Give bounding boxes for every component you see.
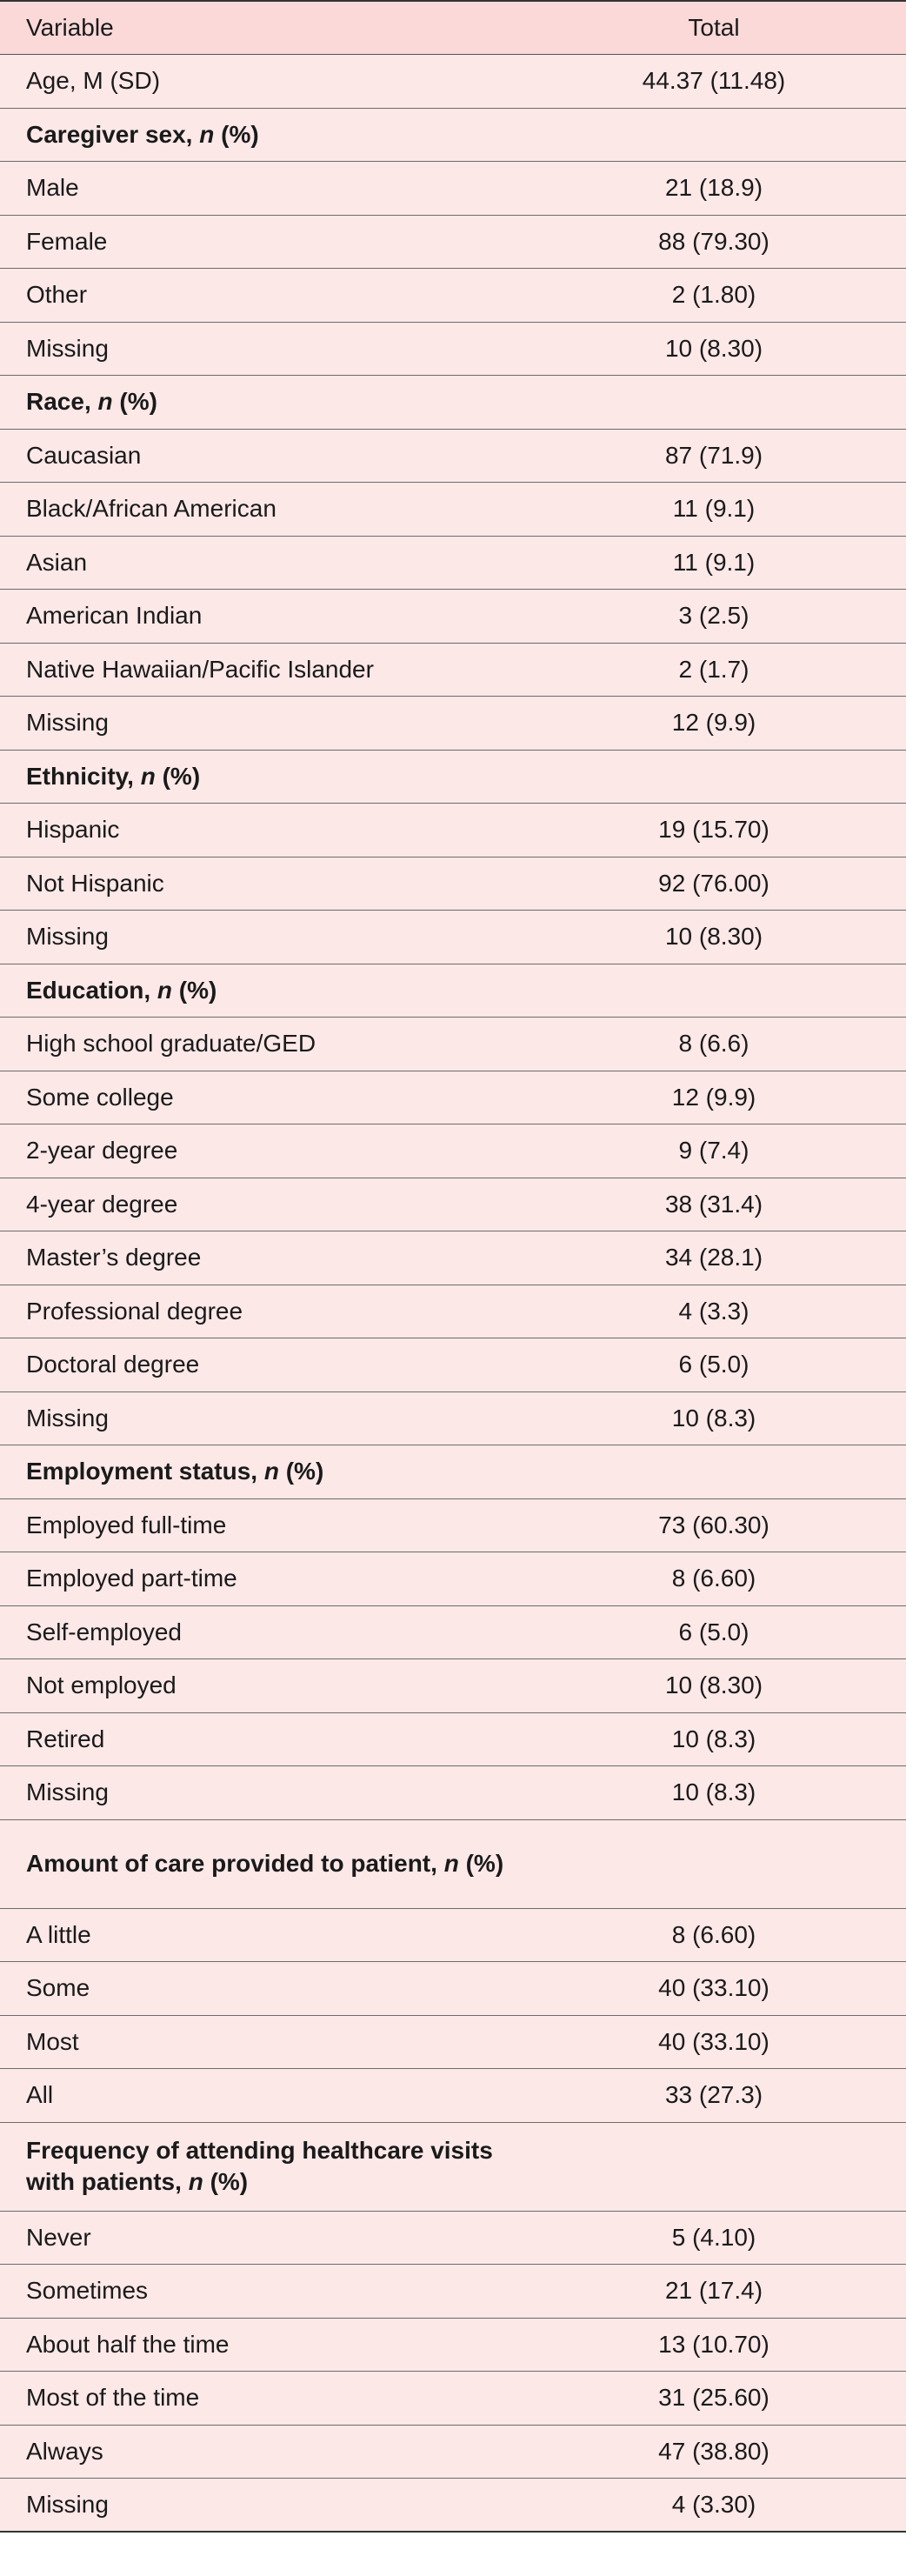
- section-header-n: n: [443, 1850, 459, 1877]
- row-value: 33 (27.3): [522, 2069, 906, 2123]
- row-label: 4-year degree: [0, 1178, 522, 1231]
- row-value: 12 (9.9): [522, 697, 906, 751]
- section-header-label: [0, 376, 522, 430]
- row-label: Never: [0, 2211, 522, 2265]
- section-header-label: [0, 750, 522, 804]
- row-label: Hispanic: [0, 804, 522, 858]
- section-header-n: n: [188, 2168, 203, 2195]
- table-row: [0, 536, 906, 590]
- row-label: Asian: [0, 536, 522, 590]
- table-row: [0, 1908, 906, 1962]
- section-header-text: Ethnicity,: [26, 762, 141, 790]
- row-label: Missing: [0, 1391, 522, 1445]
- row-label: Caucasian: [0, 429, 522, 483]
- row-value: 5 (4.10): [522, 2211, 906, 2265]
- row-label: Missing: [0, 697, 522, 751]
- section-header-row: [0, 964, 906, 1018]
- column-header-variable: Variable: [0, 1, 522, 55]
- row-label: Professional degree: [0, 1285, 522, 1338]
- section-header-unit: (%): [172, 976, 217, 1004]
- section-header-unit: (%): [214, 120, 259, 148]
- section-header-row: [0, 1819, 906, 1908]
- table-row: [0, 2318, 906, 2372]
- section-header-row: [0, 2122, 906, 2211]
- table-row: [0, 429, 906, 483]
- row-value: 10 (8.3): [522, 1712, 906, 1766]
- row-label: American Indian: [0, 590, 522, 644]
- row-label: Employed part-time: [0, 1552, 522, 1606]
- row-value: 31 (25.60): [522, 2372, 906, 2426]
- section-header-n: n: [140, 762, 156, 790]
- table-row: [0, 55, 906, 109]
- table-row: [0, 483, 906, 537]
- table-row: [0, 1659, 906, 1713]
- table-row: [0, 697, 906, 751]
- row-label: Not employed: [0, 1659, 522, 1713]
- table-row: [0, 804, 906, 858]
- row-label: All: [0, 2069, 522, 2123]
- section-header-n: n: [199, 120, 215, 148]
- table-row: [0, 215, 906, 269]
- row-value: 88 (79.30): [522, 215, 906, 269]
- table-row: [0, 322, 906, 376]
- row-value: 6 (5.0): [522, 1338, 906, 1392]
- section-header-label: [0, 2122, 522, 2211]
- table-row: [0, 1962, 906, 2016]
- table-row: [0, 2211, 906, 2265]
- table-row: [0, 2479, 906, 2533]
- row-label: A little: [0, 1908, 522, 1962]
- column-header-total: Total: [522, 1, 906, 55]
- row-value: 73 (60.30): [522, 1498, 906, 1552]
- table-row: [0, 1071, 906, 1124]
- section-header-text: Caregiver sex,: [26, 120, 200, 148]
- row-value: 9 (7.4): [522, 1124, 906, 1178]
- row-label: Most of the time: [0, 2372, 522, 2426]
- row-value: 10 (8.3): [522, 1766, 906, 1820]
- row-value: 6 (5.0): [522, 1605, 906, 1659]
- section-header-label: [0, 1819, 522, 1908]
- row-label: Not Hispanic: [0, 857, 522, 911]
- row-value: 47 (38.80): [522, 2425, 906, 2479]
- row-value: 40 (33.10): [522, 1962, 906, 2016]
- table-body: [0, 55, 906, 2533]
- row-value: 11 (9.1): [522, 536, 906, 590]
- section-header-empty: [522, 376, 906, 430]
- section-header-text: Education,: [26, 976, 157, 1004]
- section-header-text: Race,: [26, 388, 98, 416]
- table-row: [0, 269, 906, 323]
- row-value: 34 (28.1): [522, 1231, 906, 1285]
- section-header-label: [0, 1445, 522, 1499]
- section-header-empty: [522, 750, 906, 804]
- section-header-unit: (%): [112, 388, 157, 416]
- row-label: Most: [0, 2015, 522, 2069]
- section-header-empty: [522, 108, 906, 162]
- table-row: [0, 1712, 906, 1766]
- section-header-unit: (%): [155, 762, 201, 790]
- section-header-text: Frequency of attending healthcare visits with patients,: [26, 2137, 493, 2195]
- row-label: Master’s degree: [0, 1231, 522, 1285]
- row-value: 8 (6.60): [522, 1552, 906, 1606]
- section-header-n: n: [157, 976, 173, 1004]
- table-row: [0, 2265, 906, 2319]
- row-value: 40 (33.10): [522, 2015, 906, 2069]
- row-value: 2 (1.7): [522, 643, 906, 697]
- section-header-unit: (%): [458, 1850, 504, 1877]
- section-header-empty: [522, 964, 906, 1018]
- table-row: [0, 911, 906, 964]
- table-row: [0, 590, 906, 644]
- row-value: 4 (3.30): [522, 2479, 906, 2533]
- row-value: 2 (1.80): [522, 269, 906, 323]
- section-header-unit: (%): [278, 1458, 324, 1485]
- section-header-row: [0, 376, 906, 430]
- section-header-empty: [522, 2122, 906, 2211]
- row-label: Employed full-time: [0, 1498, 522, 1552]
- row-label: Always: [0, 2425, 522, 2479]
- row-label: High school graduate/GED: [0, 1018, 522, 1071]
- row-value: 38 (31.4): [522, 1178, 906, 1231]
- table-row: [0, 1124, 906, 1178]
- section-header-row: [0, 1445, 906, 1499]
- row-value: 8 (6.60): [522, 1908, 906, 1962]
- row-value: 10 (8.3): [522, 1391, 906, 1445]
- table-row: [0, 162, 906, 216]
- row-value: 10 (8.30): [522, 322, 906, 376]
- row-label: Missing: [0, 1766, 522, 1820]
- row-label: Female: [0, 215, 522, 269]
- table-row: [0, 2425, 906, 2479]
- row-label: 2-year degree: [0, 1124, 522, 1178]
- table-row: [0, 857, 906, 911]
- row-label: Retired: [0, 1712, 522, 1766]
- row-label: Black/African American: [0, 483, 522, 537]
- table-row: [0, 1498, 906, 1552]
- section-header-n: n: [97, 388, 113, 416]
- section-header-text: Amount of care provided to patient,: [26, 1850, 444, 1877]
- section-header-label: [0, 108, 522, 162]
- section-header-row: [0, 108, 906, 162]
- table-row: [0, 1605, 906, 1659]
- section-header-unit: (%): [203, 2168, 249, 2195]
- row-label: Missing: [0, 322, 522, 376]
- row-value: 4 (3.3): [522, 1285, 906, 1338]
- row-value: 12 (9.9): [522, 1071, 906, 1124]
- section-header-text: Employment status,: [26, 1458, 264, 1485]
- row-label: About half the time: [0, 2318, 522, 2372]
- row-label: Age, M (SD): [0, 55, 522, 109]
- row-value: 3 (2.5): [522, 590, 906, 644]
- table-row: [0, 1391, 906, 1445]
- row-label: Some: [0, 1962, 522, 2016]
- row-label: Some college: [0, 1071, 522, 1124]
- table-row: [0, 2069, 906, 2123]
- table-row: [0, 1018, 906, 1071]
- row-label: Doctoral degree: [0, 1338, 522, 1392]
- table-row: [0, 2372, 906, 2426]
- table-row: [0, 1231, 906, 1285]
- section-header-empty: [522, 1819, 906, 1908]
- table-row: [0, 1766, 906, 1820]
- section-header-n: n: [263, 1458, 279, 1485]
- table-header-row: [0, 1, 906, 55]
- table-row: [0, 1178, 906, 1231]
- row-label: Missing: [0, 911, 522, 964]
- table-row: [0, 643, 906, 697]
- row-value: 10 (8.30): [522, 911, 906, 964]
- row-value: 13 (10.70): [522, 2318, 906, 2372]
- row-value: 92 (76.00): [522, 857, 906, 911]
- row-value: 87 (71.9): [522, 429, 906, 483]
- row-label: Self-employed: [0, 1605, 522, 1659]
- row-label: Other: [0, 269, 522, 323]
- row-value: 8 (6.6): [522, 1018, 906, 1071]
- table-row: [0, 1285, 906, 1338]
- row-value: 11 (9.1): [522, 483, 906, 537]
- table-row: [0, 1338, 906, 1392]
- row-label: Native Hawaiian/Pacific Islander: [0, 643, 522, 697]
- table-row: [0, 2015, 906, 2069]
- row-value: 21 (17.4): [522, 2265, 906, 2319]
- row-label: Male: [0, 162, 522, 216]
- section-header-row: [0, 750, 906, 804]
- section-header-label: [0, 964, 522, 1018]
- row-value: 44.37 (11.48): [522, 55, 906, 109]
- table-row: [0, 1552, 906, 1606]
- row-value: 19 (15.70): [522, 804, 906, 858]
- row-label: Missing: [0, 2479, 522, 2533]
- row-value: 21 (18.9): [522, 162, 906, 216]
- row-label: Sometimes: [0, 2265, 522, 2319]
- section-header-empty: [522, 1445, 906, 1499]
- row-value: 10 (8.30): [522, 1659, 906, 1713]
